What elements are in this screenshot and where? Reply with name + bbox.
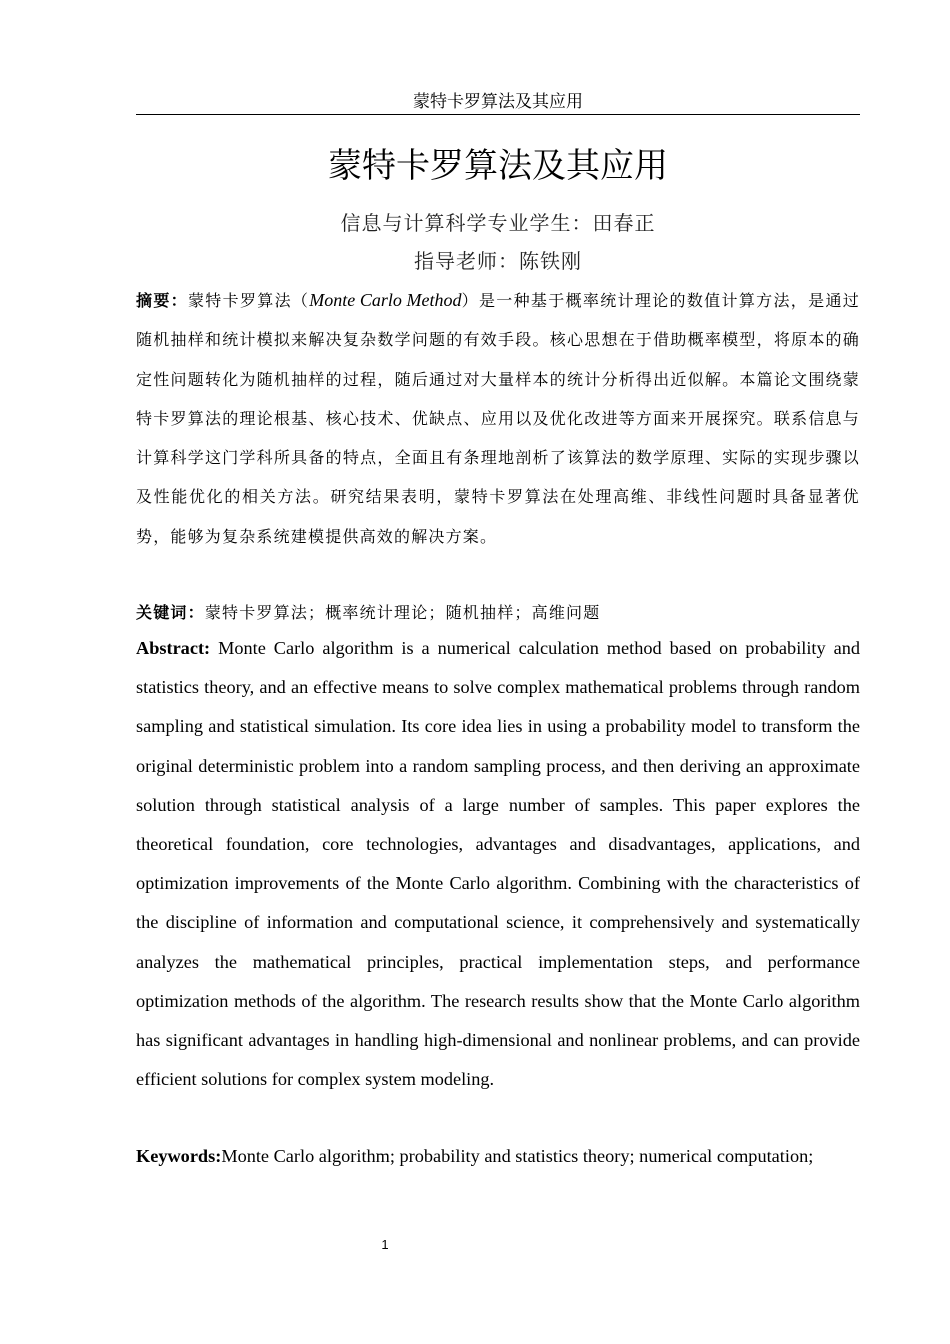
page-number: 1 bbox=[381, 1237, 389, 1252]
keywords-en-label: Keywords: bbox=[136, 1146, 222, 1166]
paper-title: 蒙特卡罗算法及其应用 bbox=[328, 146, 668, 186]
abstract-cn-text-after: ）是一种基于概率统计理论的数值计算方法，是通过随机抽样和统计模拟来解决复杂数学问题的有效手段。核心思想在于借助概率模型，将原本的确定性问题转化为随机抽样的过程，随后通过对大量样本的统计分析得出近似解。本篇论文围绕蒙特卡罗算法的理论根基、核心技术、优缺点、应用以及优化改进等方面来开展探究。联系信息与计算科学这门学科所具备的特点，全面且有条理地剖析了该算法的数学原理、实际的实现步骤以及性能优化的相关方法。研究结果表明，蒙特卡罗算法在处理高维、非线性问题时具备显著优势，能够为复杂系统建模提供高效的解决方案。 bbox=[136, 291, 860, 546]
keywords-en-text: Monte Carlo algorithm; probability and statistics theory; numerical computation; bbox=[221, 1146, 814, 1166]
advisor-line: 指导老师：陈铁刚 bbox=[414, 249, 582, 273]
keywords-cn-text: 蒙特卡罗算法；概率统计理论；随机抽样；高维问题 bbox=[204, 603, 601, 622]
keywords-cn bbox=[136, 593, 860, 632]
keywords-en bbox=[136, 1137, 860, 1176]
abstract-cn bbox=[136, 281, 860, 556]
running-header: 蒙特卡罗算法及其应用 bbox=[136, 90, 860, 115]
abstract-en-text: Monte Carlo algorithm is a numerical calculation method based on probability and statistics theory, and an effective means to solve complex mathematical problems through random sampling and statistical simulation. Its core idea lies in using a probability model to transform the original deterministic problem into a random sampling process, and then deriving an approximate solution through statistical analysis of a large number of samples. This paper explores the theoretical foundation, core technologies, advantages and disadvantages, applications, and optimization improvements of the Monte Carlo algorithm. Combining with the characteristics of the discipline of information and computational science, it comprehensively and systematically analyzes the mathematical principles, practical implementation steps, and performance optimization methods of the algorithm. The research results show that the Monte Carlo algorithm has significant advantages in handling high-dimensional and nonlinear problems, and can provide efficient solutions for complex system modeling. bbox=[136, 638, 860, 1090]
abstract-cn-label: 摘要： bbox=[136, 291, 188, 310]
abstract-en bbox=[136, 629, 860, 1099]
abstract-cn-text-before: 蒙特卡罗算法（ bbox=[187, 291, 310, 310]
abstract-en-label: Abstract: bbox=[136, 638, 211, 658]
keywords-cn-label: 关键词： bbox=[136, 603, 205, 622]
author-line: 信息与计算科学专业学生：田春正 bbox=[340, 211, 656, 235]
abstract-cn-method-en: Monte Carlo Method bbox=[309, 290, 462, 310]
